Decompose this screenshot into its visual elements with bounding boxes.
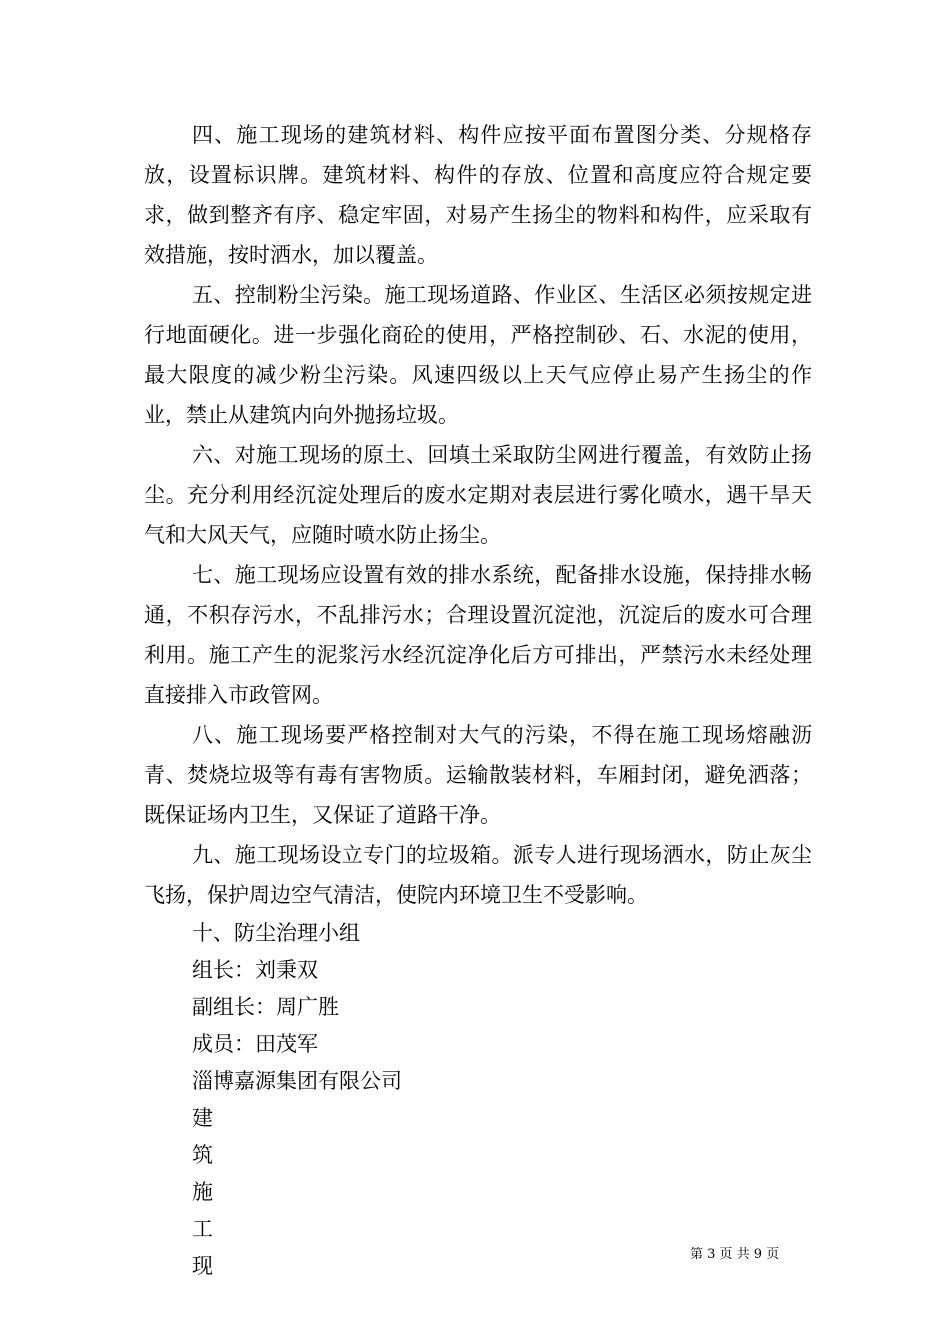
team-heading: 十、防尘治理小组 xyxy=(192,921,360,945)
vertical-char: 施 xyxy=(192,1180,213,1204)
team-member: 成员：田茂军 xyxy=(192,1032,318,1056)
team-section xyxy=(144,915,812,1100)
vertical-char: 筑 xyxy=(192,1143,213,1167)
document-body xyxy=(144,115,812,1285)
paragraph-7: 七、施工现场应设置有效的排水系统，配备排水设施，保持排水畅通，不积存污水，不乱排污水；合理设置沉淀池，沉淀后的废水可合理利用。施工产生的泥浆污水经沉淀净化后方可排出，严禁污水未经处理直接排入市政管网。 xyxy=(144,563,812,707)
vertical-char: 工 xyxy=(192,1217,213,1241)
team-leader: 组长：刘秉双 xyxy=(192,958,318,982)
paragraph-5: 五、控制粉尘污染。施工现场道路、作业区、生活区必须按规定进行地面硬化。进一步强化商砼的使用，严格控制砂、石、水泥的使用，最大限度的减少粉尘污染。风速四级以上天气应停止易产生扬尘的作业，禁止从建筑内向外抛扬垃圾。 xyxy=(144,283,812,427)
company-name: 淄博嘉源集团有限公司 xyxy=(192,1069,402,1093)
paragraph-4: 四、施工现场的建筑材料、构件应按平面布置图分类、分规格存放，设置标识牌。建筑材料、构件的存放、位置和高度应符合规定要求，做到整齐有序、稳定牢固，对易产生扬尘的物料和构件，应采取有效措施，按时洒水，加以覆盖。 xyxy=(144,123,812,267)
vertical-char: 现 xyxy=(192,1254,213,1278)
page-number-footer: 第 3 页 共 9 页 xyxy=(690,1247,780,1262)
paragraph-9: 九、施工现场设立专门的垃圾箱。派专人进行现场洒水，防止灰尘飞扬，保护周边空气清洁，使院内环境卫生不受影响。 xyxy=(144,843,812,907)
team-deputy: 副组长：周广胜 xyxy=(192,995,339,1019)
paragraph-6: 六、对施工现场的原土、回填土采取防尘网进行覆盖，有效防止扬尘。充分利用经沉淀处理后的废水定期对表层进行雾化喷水，遇干旱天气和大风天气，应随时喷水防止扬尘。 xyxy=(144,443,812,547)
paragraph-8: 八、施工现场要严格控制对大气的污染，不得在施工现场熔融沥青、焚烧垃圾等有毒有害物质。运输散装材料，车厢封闭，避免洒落；既保证场内卫生，又保证了道路干净。 xyxy=(144,723,812,827)
vertical-char: 建 xyxy=(192,1106,213,1130)
